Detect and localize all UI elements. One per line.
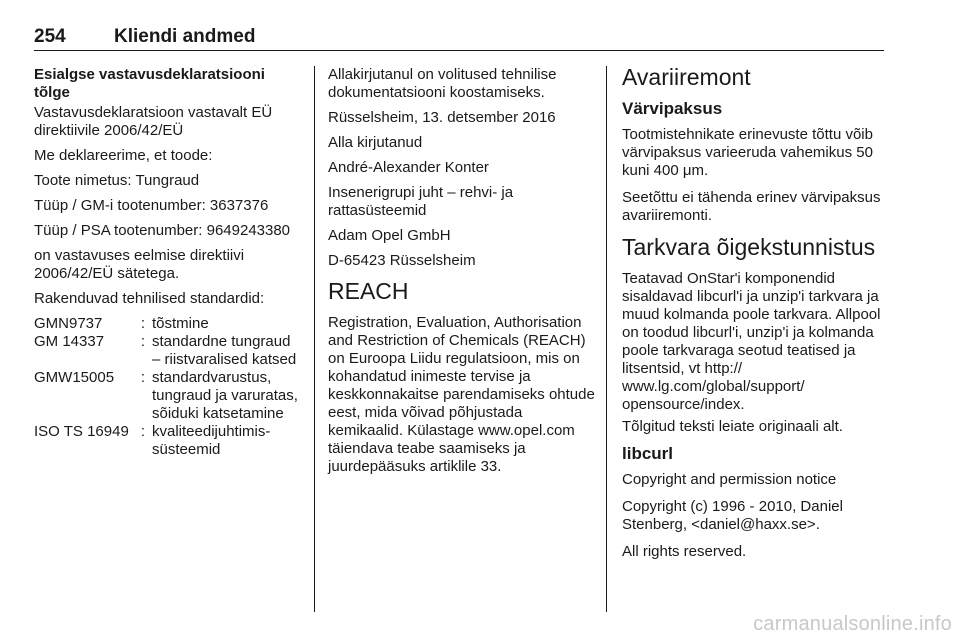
separator: : — [140, 423, 146, 440]
paragraph: Insenerigrupi juht – rehvi- ja rattasüsteemid — [328, 184, 514, 219]
paragraph: Adam Opel GmbH — [328, 227, 451, 244]
paragraph: Seetõttu ei tähenda erinev värvipaksus avariiremonti. — [622, 189, 881, 224]
standard-code: GM 14337 — [34, 333, 105, 350]
reach-paragraph: Registration, Evaluation, Authorisation and Restriction of Chemicals (REACH) on Euroopa Liidu regulatsioon, mis on kohandatud inimeste tervise ja keskkonnakaitse parendamiseks ohtude eest, mida võivad põhjustada kemikaalid. Külastage www.opel.com täiendava teabe saamiseks ja juurdepääsuks artiklile 33. — [328, 314, 595, 475]
page-number: 254 — [34, 26, 66, 47]
paragraph: Tüüp / PSA tootenumber: 9649243380 — [34, 222, 291, 239]
column-middle — [328, 66, 600, 483]
paragraph: André-Alexander Konter — [328, 159, 489, 176]
standards-table — [34, 315, 302, 459]
standard-description: kvaliteedijuhtimis-süsteemid — [152, 423, 271, 458]
column-divider — [606, 66, 607, 612]
column-left — [34, 66, 304, 459]
paragraph: D-65423 Rüsselsheim — [328, 252, 476, 269]
paragraph: All rights reserved. — [622, 543, 747, 560]
page-title: Kliendi andmed — [114, 26, 256, 47]
table-row — [34, 315, 302, 333]
table-row — [34, 423, 302, 459]
watermark: carmanualsonline.info — [753, 613, 952, 635]
paragraph: Vastavusdeklaratsioon vastavalt EÜ direktiivile 2006/42/EÜ — [34, 104, 273, 139]
paragraph: Tootmistehnikate erinevuste tõttu võib värvipaksus varieeruda vahemikus 50 kuni 400 μm. — [622, 126, 873, 179]
standard-code: GMN9737 — [34, 315, 103, 332]
standard-code: GMW15005 — [34, 369, 115, 386]
paragraph: Alla kirjutanud — [328, 134, 423, 151]
paragraph: Rüsselsheim, 13. detsember 2016 — [328, 109, 556, 126]
paint-heading: Värvipaksus — [622, 99, 723, 118]
standard-description: standardne tungraud – riistvaralised katsed — [152, 333, 297, 368]
libcurl-heading: libcurl — [622, 444, 674, 463]
repair-heading: Avariiremont — [622, 64, 751, 90]
paragraph: Tüüp / GM-i tootenumber: 3637376 — [34, 197, 269, 214]
reach-heading: REACH — [328, 278, 409, 304]
column-divider — [314, 66, 315, 612]
paragraph: Teatavad OnStar'i komponendid sisaldavad libcurl'i ja unzip'i tarkvara ja muud kolmanda poole tarkvara. Allpool on toodud libcurl'i, unzip'i ja kolmanda poole tarkvaraga seotud teatised ja litsentsid, vt http:// www.lg.com/global/support/ opensource/index. — [622, 270, 881, 413]
page-header — [34, 24, 884, 51]
standard-description: standardvarustus, tungraud ja varuratas, sõiduki katsetamine — [152, 369, 298, 422]
paragraph: Copyright and permission notice — [622, 471, 837, 488]
paragraph: Rakenduvad tehnilised standardid: — [34, 290, 265, 307]
paragraph: Toote nimetus: Tungraud — [34, 172, 200, 189]
table-row — [34, 369, 302, 423]
paragraph: on vastavuses eelmise direktiivi 2006/42/EÜ sätetega. — [34, 247, 245, 282]
paragraph: Tõlgitud teksti leiate originaali alt. — [622, 418, 843, 435]
paragraph: Me deklareerime, et toode: — [34, 147, 213, 164]
separator: : — [140, 333, 146, 350]
separator: : — [140, 315, 146, 332]
standard-description: tõstmine — [152, 315, 209, 332]
separator: : — [140, 369, 146, 386]
paragraph: Allakirjutanul on volitused tehnilise dokumentatsiooni koostamiseks. — [328, 66, 557, 101]
software-heading: Tarkvara õigekstunnistus — [622, 234, 876, 260]
column-right — [622, 66, 890, 570]
paragraph: Copyright (c) 1996 - 2010, Daniel Stenberg, <daniel@haxx.se>. — [622, 498, 843, 533]
declaration-heading: Esialgse vastavusdeklaratsiooni tõlge — [34, 66, 265, 101]
table-row — [34, 333, 302, 369]
standard-code: ISO TS 16949 — [34, 423, 129, 440]
